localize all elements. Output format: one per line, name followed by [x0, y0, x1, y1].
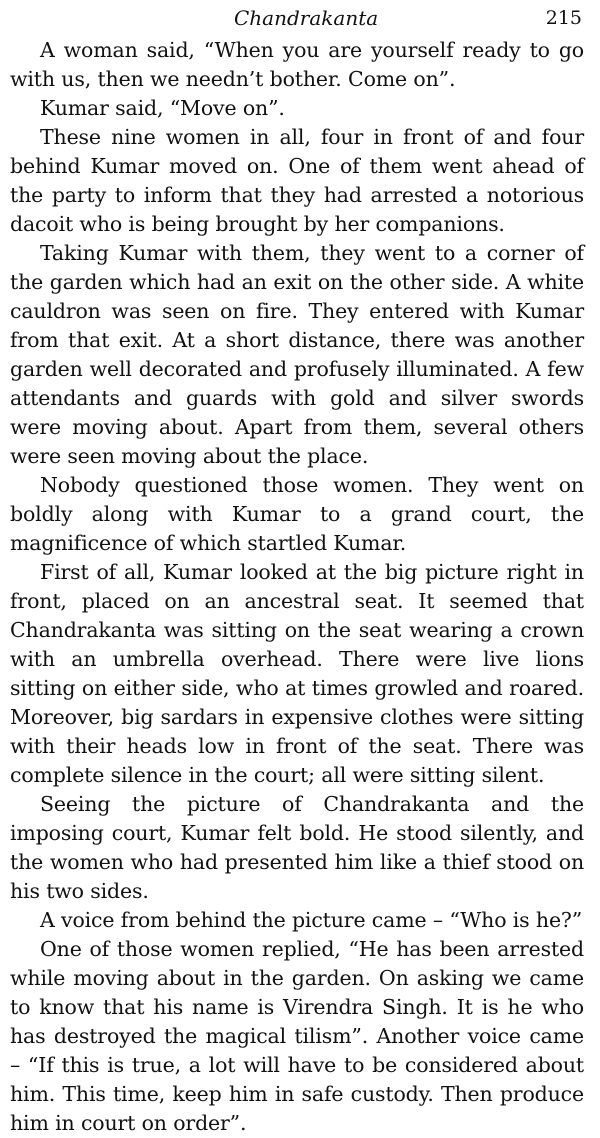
running-title: Chandrakanta	[234, 6, 379, 30]
paragraph-6: First of all, Kumar looked at the big picture right in front, placed on an ancestral seat. It seemed that Chandrakanta was sitting on the seat wearing a crown with an umbrella overhead. There were live lions sitting on either side, who at times growled and roared. Moreover, big sardars in expensive clothes were sitting with their heads low in front of the seat. There was complete silence in the court; all were sitting silent.	[10, 560, 584, 787]
page-number: 215	[545, 7, 582, 29]
paragraph-3: These nine women in all, four in front of and four behind Kumar moved on. One of them went ahead of the party to inform that they had arrested a notorious dacoit who is being brought by her companions.	[10, 125, 584, 236]
paragraph-4: Taking Kumar with them, they went to a corner of the garden which had an exit on the other side. A white cauldron was seen on fire. They entered with Kumar from that exit. At a short distance, there was another garden well decorated and profusely illuminated. A few attendants and guards with gold and silver swords were moving about. Apart from them, several others were seen moving about the place.	[10, 241, 584, 468]
paragraph-7: Seeing the picture of Chandrakanta and the imposing court, Kumar felt bold. He stood silently, and the women who had presented him like a thief stood on his two sides.	[10, 792, 584, 903]
paragraph-2: Kumar said, “Move on”.	[40, 96, 285, 120]
body-text	[10, 36, 584, 1138]
paragraph-1: A woman said, “When you are yourself ready to go with us, then we needn’t bother. Come on”.	[10, 38, 584, 91]
paragraph-8: A voice from behind the picture came – “Who is he?”	[40, 908, 583, 932]
running-header	[10, 6, 584, 36]
paragraph-9: One of those women replied, “He has been arrested while moving about in the garden. On asking we came to know that his name is Virendra Singh. It is he who has destroyed the magical tilism”. Another voice came – “If this is true, a lot will have to be considered about him. This time, keep him in safe custody. Then produce him in court on order”.	[10, 937, 584, 1135]
paragraph-5: Nobody questioned those women. They went on boldly along with Kumar to a grand court, the magnificence of which startled Kumar.	[10, 473, 584, 555]
